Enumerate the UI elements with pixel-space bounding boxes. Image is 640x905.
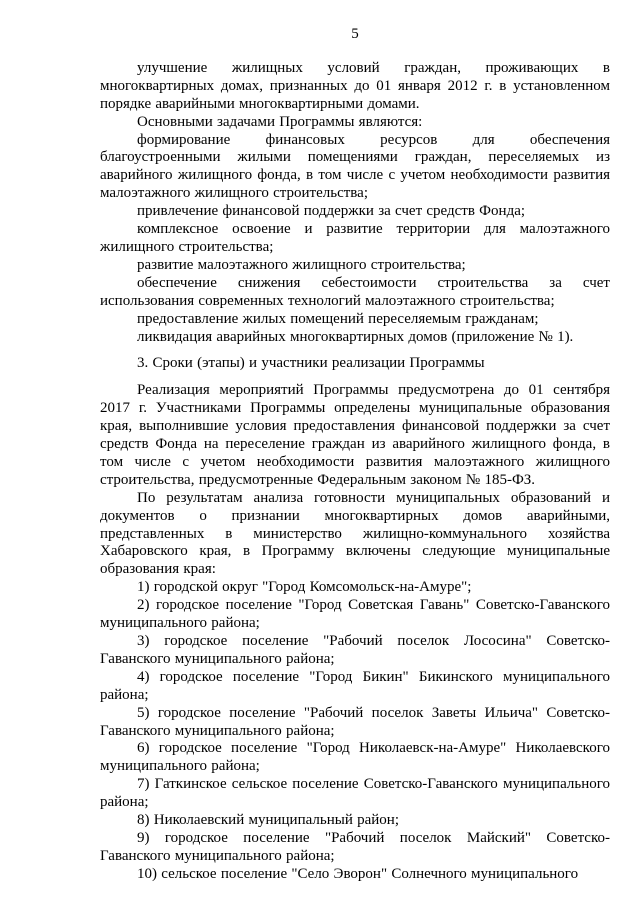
paragraph: Основными задачами Программы являются:	[137, 113, 423, 130]
paragraph: По результатам анализа готовности муниципальных образований и документов о признании многоквартирных домов аварийными, представленных в министерство жилищно-коммунального хозяйства Хабаровского края, в Программу включены следующие муниципальные образования края:	[100, 489, 610, 578]
document-body	[100, 60, 610, 884]
paragraph: 6) городское поселение "Город Николаевск-на-Амуре" Николаевского муниципального района;	[100, 740, 610, 775]
paragraph: 1) городской округ "Город Комсомольск-на-Амуре";	[137, 579, 472, 596]
paragraph: 10) сельское поселение "Село Эворон" Солнечного муниципального	[137, 865, 579, 882]
paragraph: 4) городское поселение "Город Бикин" Бикинского муниципального района;	[100, 668, 610, 703]
paragraph: формирование финансовых ресурсов для обеспечения благоустроенными жилыми помещениями граждан, переселяемых из аварийного жилищного фонда, в том числе с учетом необходимости развития малоэтажного жилищного строительства;	[100, 131, 610, 202]
paragraph: обеспечение снижения себестоимости строительства за счет использования современных технологий малоэтажного строительства;	[100, 274, 610, 309]
section-heading: 3. Сроки (этапы) и участники реализации Программы	[137, 355, 485, 372]
page-number: 5	[351, 26, 359, 42]
paragraph: привлечение финансовой поддержки за счет средств Фонда;	[137, 203, 526, 220]
paragraph: 2) городское поселение "Город Советская Гавань" Советско-Гаванского муниципального района;	[100, 597, 610, 632]
paragraph: ликвидация аварийных многоквартирных домов (приложение № 1).	[137, 328, 574, 345]
paragraph: 9) городское поселение "Рабочий поселок Майский" Советско-Гаванского муниципального района;	[100, 829, 610, 864]
paragraph: 7) Гаткинское сельское поселение Советско-Гаванского муниципального района;	[100, 776, 610, 811]
paragraph: 5) городское поселение "Рабочий поселок Заветы Ильича" Советско-Гаванского муниципального района;	[100, 704, 610, 739]
paragraph: развитие малоэтажного жилищного строительства;	[137, 256, 466, 273]
paragraph: 8) Николаевский муниципальный район;	[137, 812, 399, 829]
paragraph: улучшение жилищных условий граждан, проживающих в многоквартирных домах, признанных до 01 января 2012 г. в установленном порядке аварийными многоквартирными домами.	[100, 59, 610, 112]
paragraph: Реализация мероприятий Программы предусмотрена до 01 сентября 2017 г. Участниками Программы определены муниципальные образования края, выполнившие условия предоставления финансовой поддержки за счет средств Фонда на переселение граждан из аварийного жилищного фонда, в том числе с учетом необходимости развития малоэтажного жилищного строительства, предусмотренные Федеральным законом № 185-ФЗ.	[100, 382, 610, 488]
paragraph: предоставление жилых помещений переселяемым гражданам;	[137, 310, 539, 327]
paragraph: 3) городское поселение "Рабочий поселок Лососина" Советско-Гаванского муниципального района;	[100, 633, 610, 667]
paragraph: комплексное освоение и развитие территории для малоэтажного жилищного строительства;	[100, 221, 610, 255]
